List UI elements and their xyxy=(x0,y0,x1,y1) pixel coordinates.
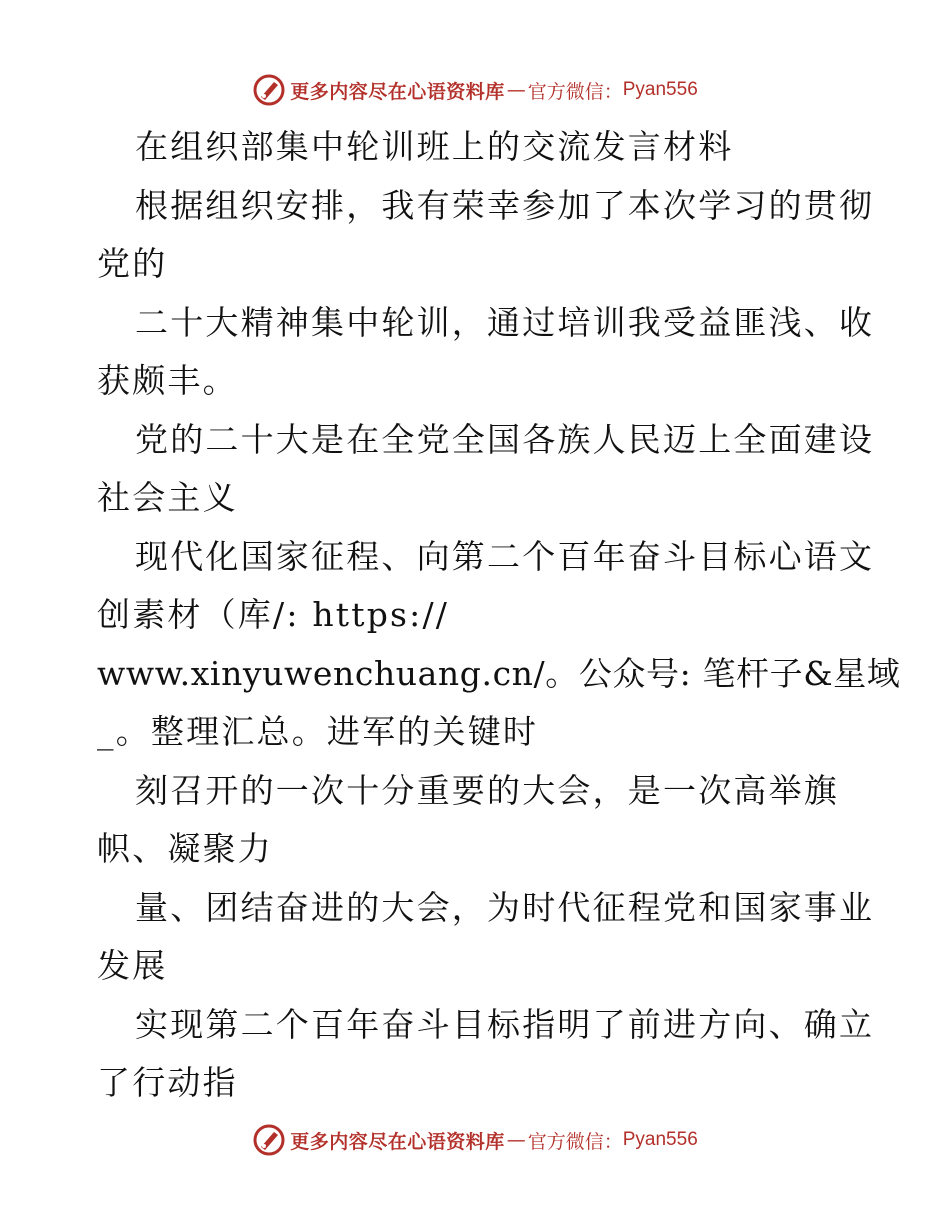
document-body xyxy=(97,118,901,1113)
text-line: 创素材（库/: https:// xyxy=(97,595,450,634)
pen-logo-icon xyxy=(252,73,286,107)
text-line: 社会主义 xyxy=(97,478,238,517)
text-line: 刻召开的一次十分重要的大会，是一次高举旗 xyxy=(135,770,839,810)
text-line: 量、团结奋进的大会，为时代征程党和国家事业 xyxy=(135,887,875,927)
text-line: 二十大精神集中轮训，通过培训我受益匪浅、收 xyxy=(135,302,875,342)
text-line: 党的 xyxy=(97,244,168,283)
doc-title: 在组织部集中轮训班上的交流发言材料 xyxy=(135,127,734,166)
footer-main-text: 更多内容尽在心语资料库 xyxy=(290,1130,505,1153)
text-line: 了行动指 xyxy=(97,1063,238,1102)
text-line: 现代化国家征程、向第二个百年奋斗目标心语文 xyxy=(135,536,875,576)
text-line: 获颇丰。 xyxy=(97,361,238,400)
footer-watermark xyxy=(0,1120,950,1160)
footer-wechat-label: 官方微信： xyxy=(527,1130,623,1153)
text-line: 党的二十大是在全党全国各族人民迈上全面建设 xyxy=(135,419,875,459)
text-line: 发展 xyxy=(97,946,168,985)
footer-wechat-id: Pyan556 xyxy=(622,1129,698,1150)
header-watermark xyxy=(0,70,950,110)
text-line: 帜、凝聚力 xyxy=(97,829,273,868)
text-line: 实现第二个百年奋斗目标指明了前进方向、确立 xyxy=(135,1004,875,1044)
text-line: 根据组织安排，我有荣幸参加了本次学习的贯彻 xyxy=(135,185,875,225)
pen-logo-icon xyxy=(252,1123,286,1157)
text-line: _。整理汇总。进军的关键时 xyxy=(97,712,539,751)
header-wechat-id: Pyan556 xyxy=(622,79,698,100)
text-line: www.xinyuwenchuang.cn/。公众号: 笔杆子&星域 xyxy=(97,653,901,693)
header-wechat-label: 官方微信： xyxy=(527,80,623,103)
header-dash: — xyxy=(506,79,526,101)
footer-dash: — xyxy=(506,1129,526,1151)
header-main-text: 更多内容尽在心语资料库 xyxy=(290,80,505,103)
